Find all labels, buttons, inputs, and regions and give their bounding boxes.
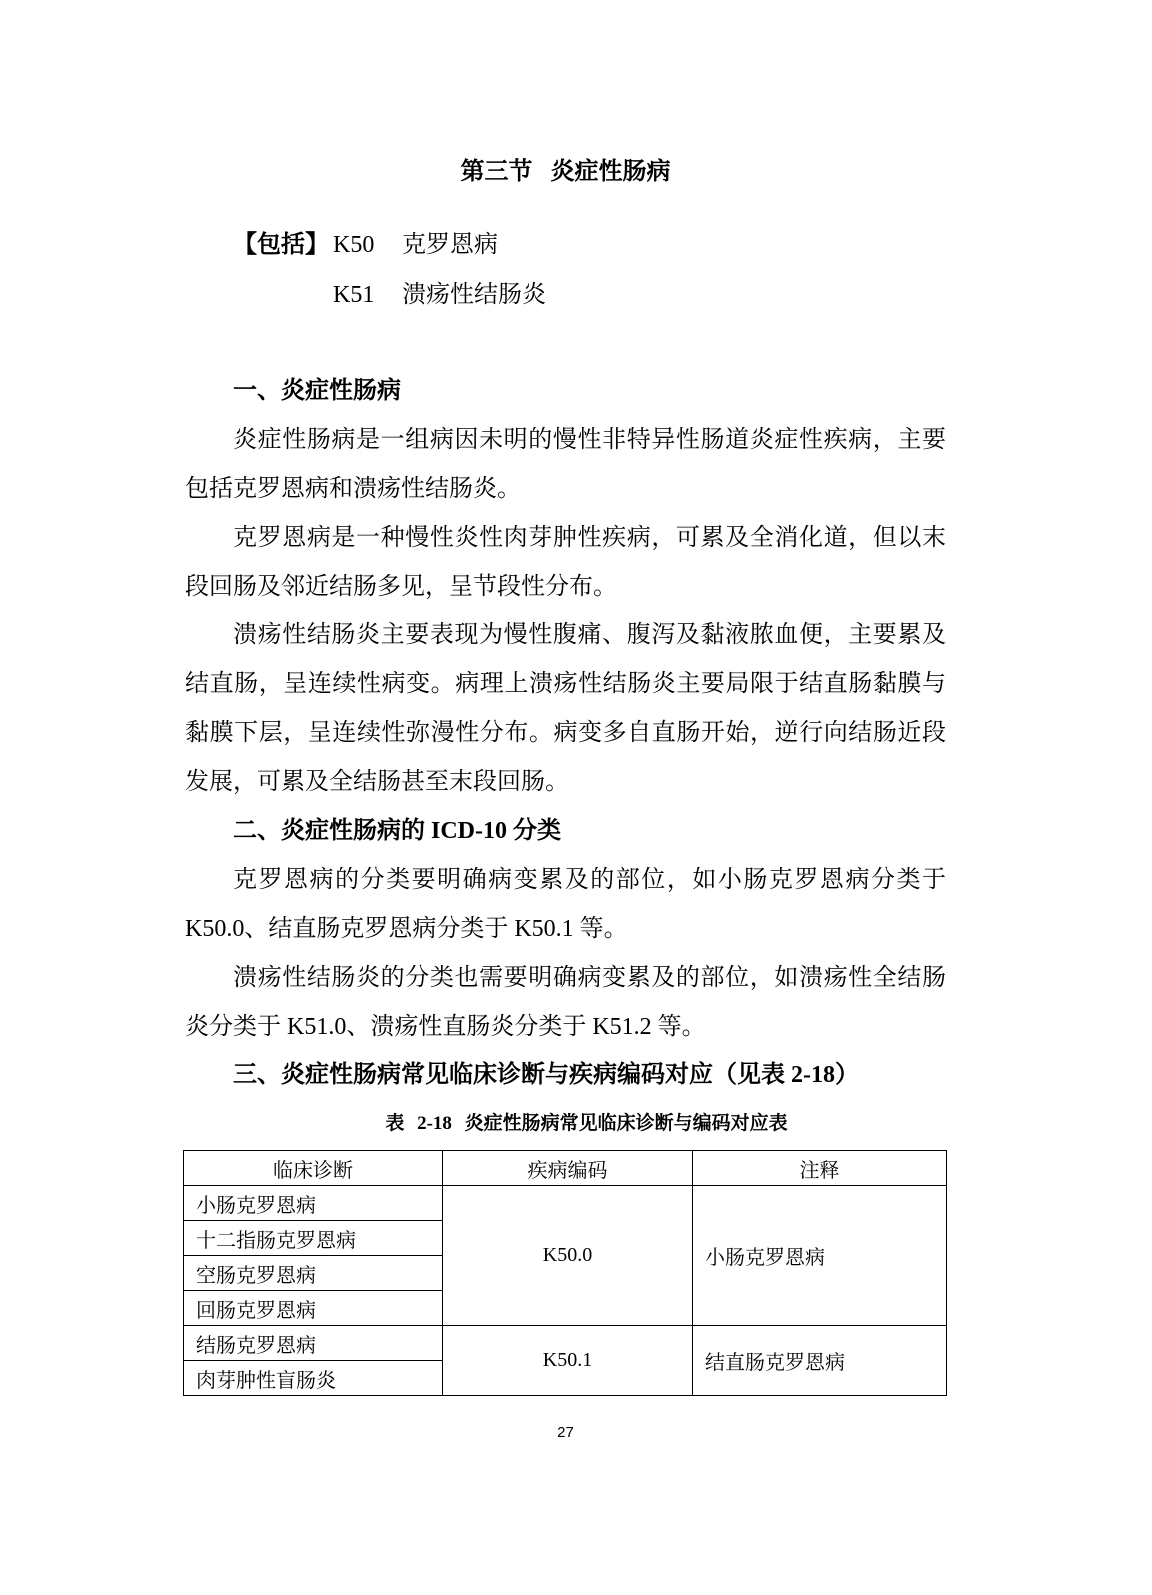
table-header-cell: 疾病编码 <box>443 1151 693 1186</box>
paragraph-line: 克罗恩病的分类要明确病变累及的部位，如小肠克罗恩病分类于 <box>233 866 946 893</box>
paragraph-line: 炎症性肠病是一组病因未明的慢性非特异性肠道炎症性疾病，主要 <box>233 426 946 453</box>
table-header-row <box>184 1151 947 1186</box>
diagnosis-code-table <box>183 1150 947 1396</box>
table-cell-diagnosis: 回肠克罗恩病 <box>184 1291 443 1326</box>
includes-name: 克罗恩病 <box>402 232 498 258</box>
includes-block <box>233 220 546 320</box>
paragraph-line: 克罗恩病是一种慢性炎性肉芽肿性疾病，可累及全消化道，但以末 <box>233 524 946 551</box>
section-heading: 二、炎症性肠病的 ICD-10 分类 <box>233 818 561 845</box>
paragraph-line: 溃疡性结肠炎的分类也需要明确病变累及的部位，如溃疡性全结肠 <box>233 964 946 991</box>
paragraph-line: 炎分类于 K51.0、溃疡性直肠炎分类于 K51.2 等。 <box>185 1013 706 1040</box>
section-heading: 一、炎症性肠病 <box>233 378 401 404</box>
includes-code: K50 <box>333 232 375 258</box>
table-row <box>184 1186 947 1221</box>
table-cell-code: K50.0 <box>443 1186 693 1326</box>
table-cell-diagnosis: 小肠克罗恩病 <box>184 1186 443 1221</box>
paragraph-line: 包括克罗恩病和溃疡性结肠炎。 <box>185 475 521 502</box>
table-cell-diagnosis: 空肠克罗恩病 <box>184 1256 443 1291</box>
table-cell-diagnosis: 结肠克罗恩病 <box>184 1326 443 1361</box>
table-header-cell: 临床诊断 <box>184 1151 443 1186</box>
table-cell-diagnosis: 肉芽肿性盲肠炎 <box>184 1361 443 1396</box>
includes-code: K51 <box>333 282 375 308</box>
table-cell-code: K50.1 <box>443 1326 693 1396</box>
page-number: 27 <box>557 1424 574 1441</box>
includes-label-spacer <box>233 270 333 320</box>
includes-label: 【包括】 <box>233 232 329 258</box>
table-cell-note: 结直肠克罗恩病 <box>693 1326 947 1396</box>
section-heading: 三、炎症性肠病常见临床诊断与疾病编码对应（见表 2-18） <box>233 1062 859 1089</box>
table-caption: 表 2-18 炎症性肠病常见临床诊断与编码对应表 <box>385 1113 788 1134</box>
paragraph-line: 发展，可累及全结肠甚至末段回肠。 <box>185 769 569 796</box>
body-text <box>185 367 946 1100</box>
section-title: 第三节 炎症性肠病 <box>460 159 671 185</box>
paragraph-line: 段回肠及邻近结肠多见，呈节段性分布。 <box>185 573 617 600</box>
table-cell-note: 小肠克罗恩病 <box>693 1186 947 1326</box>
paragraph-line: 黏膜下层，呈连续性弥漫性分布。病变多自直肠开始，逆行向结肠近段 <box>185 720 946 747</box>
includes-name: 溃疡性结肠炎 <box>402 282 546 308</box>
table-row <box>184 1326 947 1361</box>
paragraph-line: 溃疡性结肠炎主要表现为慢性腹痛、腹泻及黏液脓血便，主要累及 <box>233 622 946 649</box>
paragraph-line: K50.0、结直肠克罗恩病分类于 K50.1 等。 <box>185 915 628 942</box>
table-cell-diagnosis: 十二指肠克罗恩病 <box>184 1221 443 1256</box>
table-header-cell: 注释 <box>693 1151 947 1186</box>
paragraph-line: 结直肠，呈连续性病变。病理上溃疡性结肠炎主要局限于结直肠黏膜与 <box>185 671 946 698</box>
